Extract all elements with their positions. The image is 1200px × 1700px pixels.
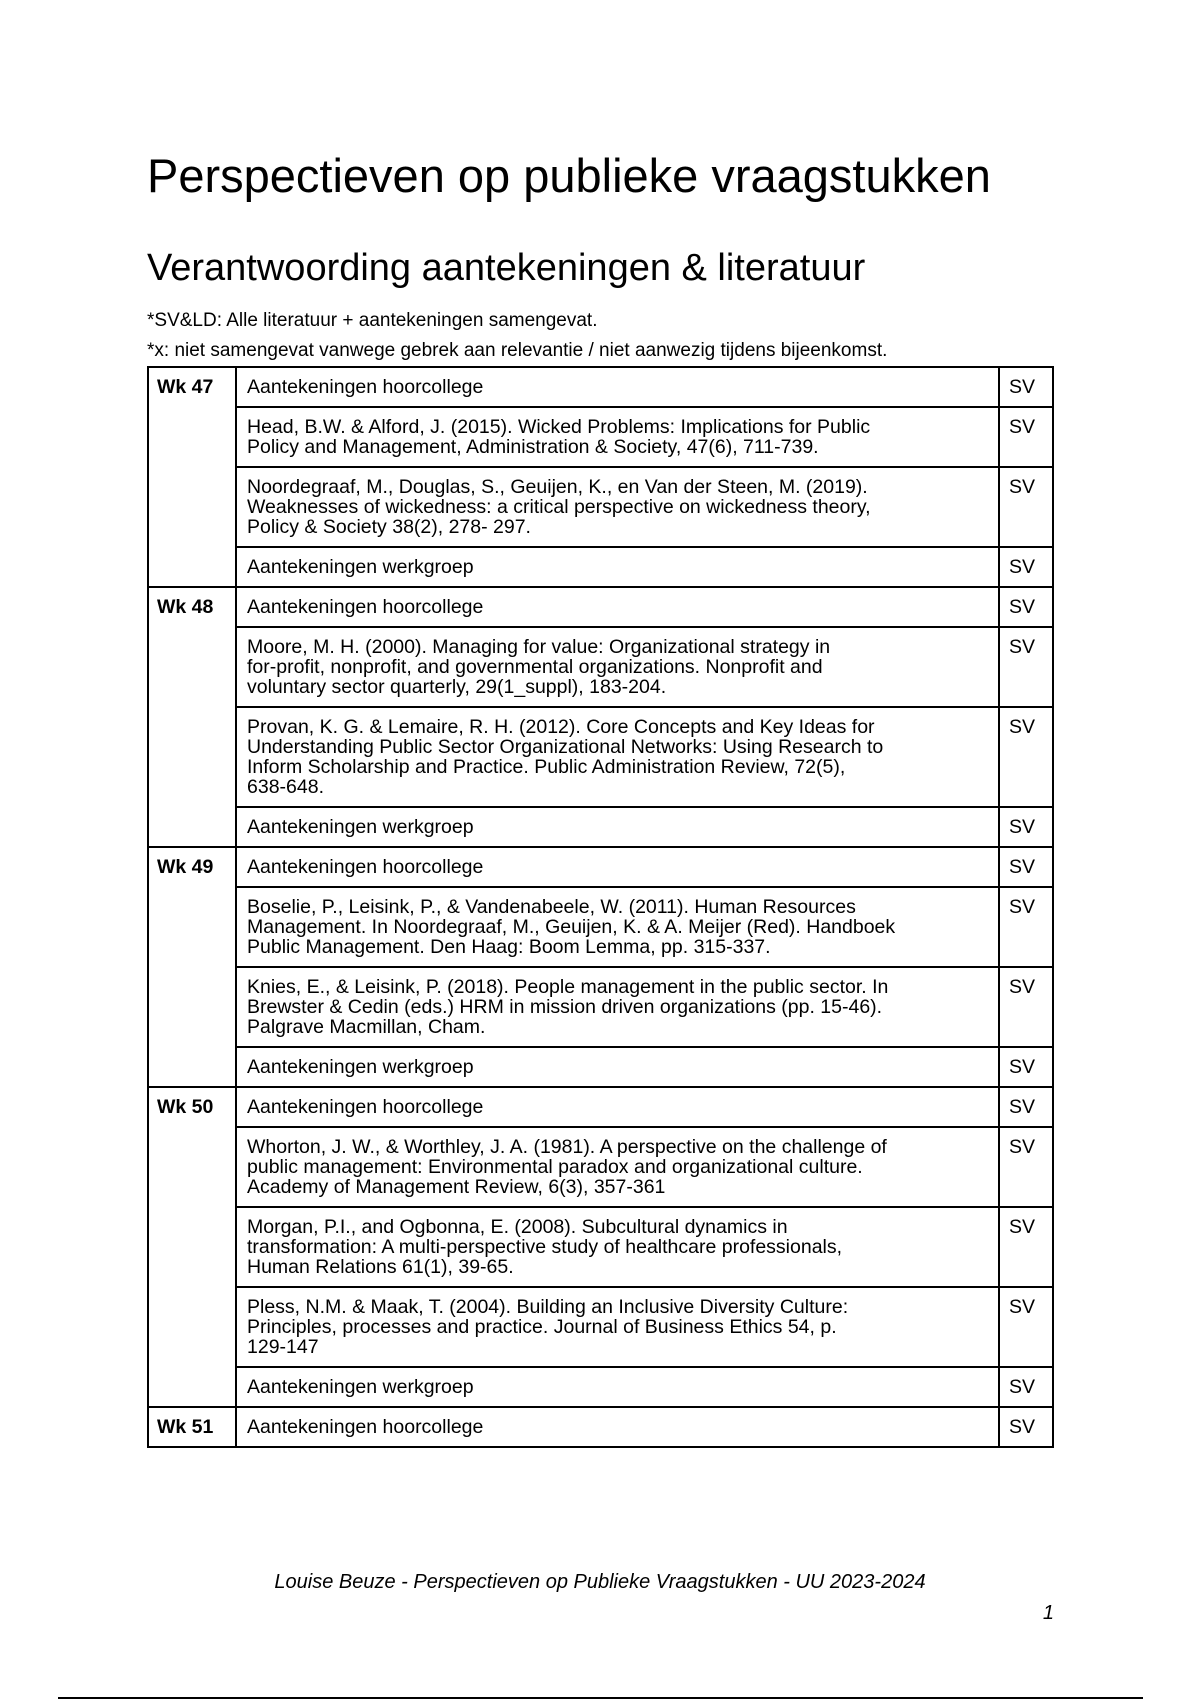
entry-status: SV bbox=[999, 847, 1053, 887]
entry-description: Aantekeningen hoorcollege bbox=[236, 587, 999, 627]
entry-description: Provan, K. G. & Lemaire, R. H. (2012). Core Concepts and Key Ideas for Understanding Public Sector Organizational Networks: Using Research to Inform Scholarship and Practice. Public Administration Review, 72(5), 638-648. bbox=[236, 707, 999, 807]
entry-description: Pless, N.M. & Maak, T. (2004). Building an Inclusive Diversity Culture: Principles, processes and practice. Journal of Business Ethics 54, p. 129-147 bbox=[236, 1287, 999, 1367]
table-row bbox=[148, 627, 1053, 707]
entry-description: Noordegraaf, M., Douglas, S., Geuijen, K., en Van der Steen, M. (2019). Weaknesses of wickedness: a critical perspective on wickedness theory, Policy & Society 38(2), 278- 297. bbox=[236, 467, 999, 547]
legend-note-x: *x: niet samengevat vanwege gebrek aan relevantie / niet aanwezig tijdens bijeenkomst. bbox=[147, 340, 888, 361]
entry-description: Aantekeningen hoorcollege bbox=[236, 1407, 999, 1447]
entry-description: Aantekeningen werkgroep bbox=[236, 547, 999, 587]
entry-description: Aantekeningen werkgroep bbox=[236, 1367, 999, 1407]
table-row bbox=[148, 1287, 1053, 1367]
literature-table bbox=[147, 366, 1054, 1448]
entry-status: SV bbox=[999, 967, 1053, 1047]
entry-status: SV bbox=[999, 367, 1053, 407]
entry-status: SV bbox=[999, 627, 1053, 707]
entry-status: SV bbox=[999, 1087, 1053, 1127]
entry-status: SV bbox=[999, 1287, 1053, 1367]
entry-status: SV bbox=[999, 1047, 1053, 1087]
table-row bbox=[148, 807, 1053, 847]
entry-status: SV bbox=[999, 1127, 1053, 1207]
table-row bbox=[148, 1087, 1053, 1127]
entry-status: SV bbox=[999, 807, 1053, 847]
table-row bbox=[148, 1367, 1053, 1407]
table-row bbox=[148, 707, 1053, 807]
document-subtitle: Verantwoording aantekeningen & literatuur bbox=[147, 247, 866, 289]
table-row bbox=[148, 547, 1053, 587]
entry-status: SV bbox=[999, 1207, 1053, 1287]
entry-status: SV bbox=[999, 467, 1053, 547]
entry-description: Moore, M. H. (2000). Managing for value: Organizational strategy in for-profit, nonprofit, and governmental organizations. Nonprofit and voluntary sector quarterly, 29(1_suppl), 183-204. bbox=[236, 627, 999, 707]
entry-status: SV bbox=[999, 1407, 1053, 1447]
week-label: Wk 48 bbox=[148, 587, 236, 847]
entry-status: SV bbox=[999, 547, 1053, 587]
entry-description: Morgan, P.I., and Ogbonna, E. (2008). Subcultural dynamics in transformation: A multi-perspective study of healthcare professionals, Human Relations 61(1), 39-65. bbox=[236, 1207, 999, 1287]
table-row bbox=[148, 1047, 1053, 1087]
page-bottom-rule bbox=[58, 1697, 1143, 1699]
table-row bbox=[148, 887, 1053, 967]
literature-table-body bbox=[148, 367, 1053, 1447]
table-row bbox=[148, 1407, 1053, 1447]
table-row bbox=[148, 407, 1053, 467]
page-number: 1 bbox=[1042, 1602, 1054, 1624]
table-row bbox=[148, 1127, 1053, 1207]
table-row bbox=[148, 367, 1053, 407]
page-footer: Louise Beuze - Perspectieven op Publieke Vraagstukken - UU 2023-2024 bbox=[274, 1571, 926, 1593]
entry-description: Aantekeningen hoorcollege bbox=[236, 847, 999, 887]
table-row bbox=[148, 1207, 1053, 1287]
entry-description: Knies, E., & Leisink, P. (2018). People management in the public sector. In Brewster & Cedin (eds.) HRM in mission driven organizations (pp. 15-46). Palgrave Macmillan, Cham. bbox=[236, 967, 999, 1047]
entry-description: Aantekeningen hoorcollege bbox=[236, 1087, 999, 1127]
entry-description: Aantekeningen werkgroep bbox=[236, 807, 999, 847]
entry-description: Aantekeningen werkgroep bbox=[236, 1047, 999, 1087]
entry-description: Head, B.W. & Alford, J. (2015). Wicked Problems: Implications for Public Policy and Management, Administration & Society, 47(6), 711-739. bbox=[236, 407, 999, 467]
entry-description: Aantekeningen hoorcollege bbox=[236, 367, 999, 407]
week-label: Wk 51 bbox=[148, 1407, 236, 1447]
week-label: Wk 49 bbox=[148, 847, 236, 1087]
table-row bbox=[148, 467, 1053, 547]
entry-status: SV bbox=[999, 707, 1053, 807]
entry-status: SV bbox=[999, 1367, 1053, 1407]
table-row bbox=[148, 967, 1053, 1047]
entry-status: SV bbox=[999, 407, 1053, 467]
entry-status: SV bbox=[999, 887, 1053, 967]
entry-description: Boselie, P., Leisink, P., & Vandenabeele, W. (2011). Human Resources Management. In Noordegraaf, M., Geuijen, K. & A. Meijer (Red). Handboek Public Management. Den Haag: Boom Lemma, pp. 315-337. bbox=[236, 887, 999, 967]
document-page bbox=[147, 150, 1054, 1448]
legend-note-sv: *SV&LD: Alle literatuur + aantekeningen samengevat. bbox=[147, 310, 598, 331]
week-label: Wk 47 bbox=[148, 367, 236, 587]
table-row bbox=[148, 847, 1053, 887]
entry-status: SV bbox=[999, 587, 1053, 627]
week-label: Wk 50 bbox=[148, 1087, 236, 1407]
table-row bbox=[148, 587, 1053, 627]
document-title: Perspectieven op publieke vraagstukken bbox=[147, 149, 991, 202]
entry-description: Whorton, J. W., & Worthley, J. A. (1981). A perspective on the challenge of public management: Environmental paradox and organizational culture. Academy of Management Review, 6(3), 357-361 bbox=[236, 1127, 999, 1207]
